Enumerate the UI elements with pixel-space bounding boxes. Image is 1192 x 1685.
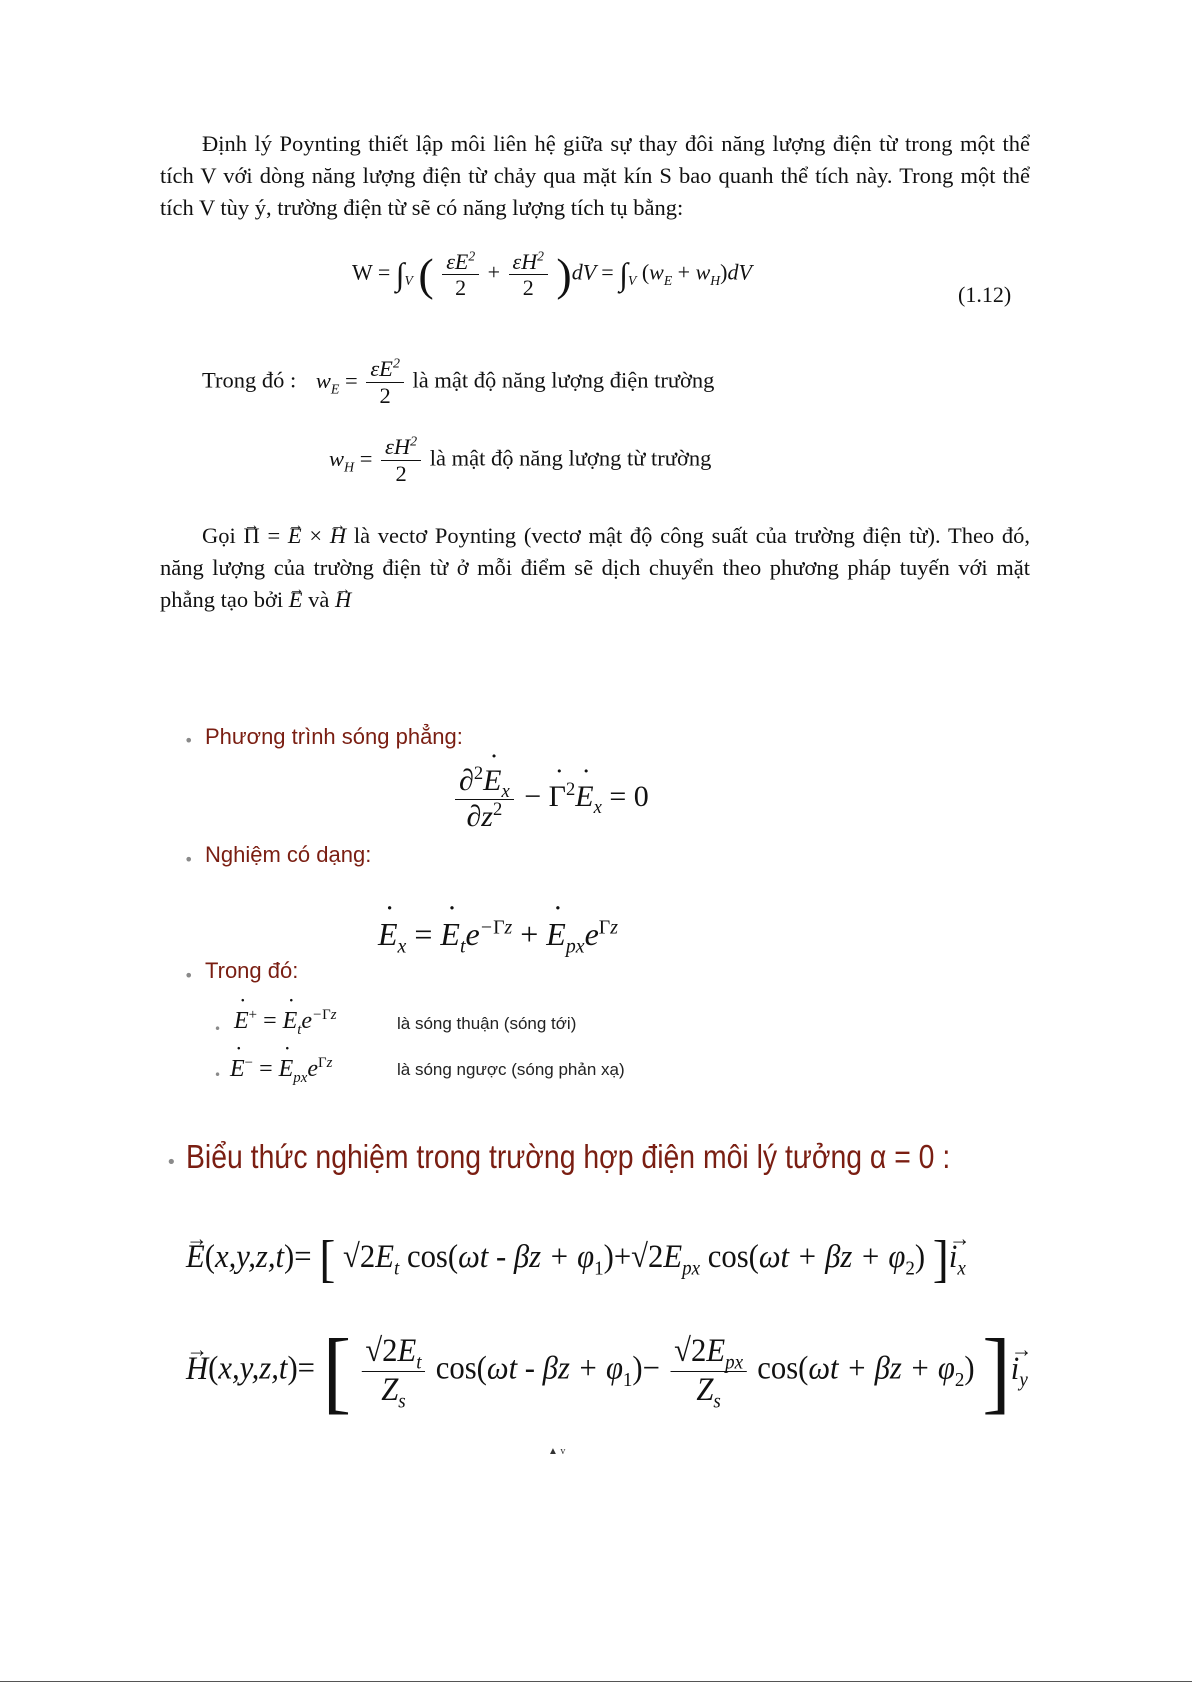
forward-wave-label: là sóng thuận (sóng tới) [397, 1014, 577, 1033]
equation-number: (1.12) [958, 282, 1012, 307]
bullet-dot: • [184, 850, 194, 869]
page-bottom-rule [0, 1681, 1192, 1682]
energy-integral-equation: $W = \int_V$ ( $\frac{\varepsilon E^2}{2}$ + $\frac{\varepsilon H^2}{2}$ )$dV = \int_V$ $(w_E + w_H)dV$ [352, 248, 752, 300]
definition-lead: Trong đó : [202, 367, 297, 393]
bullet-dot: • [184, 731, 194, 750]
bullet-dot: • [184, 966, 194, 985]
intro-paragraph: Định lý Poynting thiết lập môi liên hệ giữa sự thay đôi năng lượng điện từ trong một thể tích V với dòng năng lượng điện từ chảy qua mặt kín S bao quanh thể tích này. Trong một thể tích V tùy ý, trường điện từ sẽ có năng lượng tích tụ bằng: [160, 131, 1030, 220]
bullet-dot: • [166, 1152, 177, 1173]
bullet-dot: • [214, 1068, 222, 1082]
e-field-equation: E →(x,y,z,t)= [ $√2E_t$ $\cos(\omega t - \beta z + \varphi_1)+√2E_{px}$ $\cos(\omega t + \beta z + \varphi_2)$ ]$i \to_x$ [186, 1230, 966, 1289]
backward-wave-label: là sóng ngược (sóng phản xạ) [397, 1060, 625, 1079]
forward-wave-equation: E ˙+ = E $˙_te^{-\Gamma z}$ [234, 1008, 337, 1035]
slide-bullet-plane-wave: Phương trình sóng phẳng: [205, 724, 463, 749]
lossless-dielectric-heading: Biểu thức nghiệm trong trường hợp điện môi lý tưởng α = 0 : [186, 1138, 951, 1175]
bullet-dot: • [214, 1022, 222, 1036]
h-field-equation: H →(x,y,z,t)= [ $\frac{√2E_t}{Z_s}$ $\cos(\omega t - \beta z + \varphi_1)-$ $\frac{√2E_{px}}{Z_s}$ $\cos(\omega t + \beta z + \varphi_2)$ ]$i \to_y$ [186, 1318, 1028, 1424]
definition-wH: $w_H$ = $\frac{\varepsilon H^2}{2}$ là mật độ năng lượng từ trường [329, 434, 712, 486]
slide-bullet-solution: Nghiệm có dạng: [205, 842, 372, 867]
plane-wave-equation: $\frac{\partial^2E ˙_x}{\partial z^2}$ − Γ ˙$^2$E $˙_x = 0$ [452, 764, 649, 834]
stray-mark: ▲ v [548, 1446, 566, 1457]
poynting-paragraph: Gọi Π → = E → × H → là vectơ Poynting (vectơ mật độ công suất của trường điện từ). Theo đó, năng lượng của trường điện từ ở mỗi điểm sẽ dịch chuyển theo phương pháp tuyến với mặt phẳng tạo bởi E → và H → [160, 520, 1030, 616]
solution-equation: E $˙_x = E$ $˙_te^{-\Gamma z} + E$ $˙_{px}e^{\Gamma z}$ [378, 916, 618, 953]
definition-wE: Trong đó : $w_E$ = $\frac{\varepsilon E^2}{2}$ là mật độ năng lượng điện trường [202, 356, 715, 408]
backward-wave-equation: E ˙− = E $˙_{px}e^{\Gamma z}$ [230, 1056, 332, 1083]
slide-bullet-where: Trong đó: [205, 958, 299, 983]
